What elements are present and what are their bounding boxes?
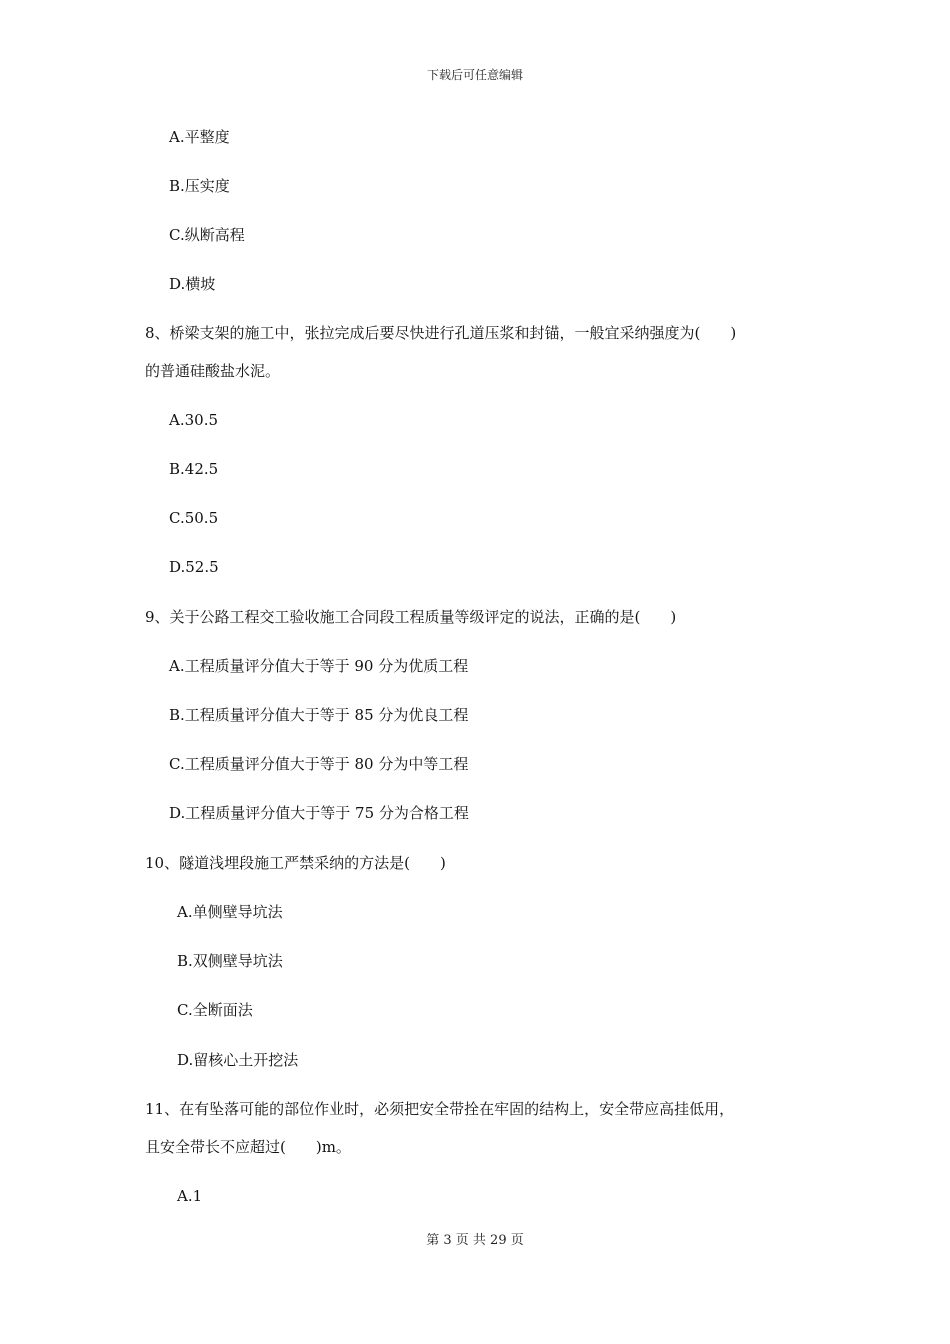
- page-header: 下载后可任意编辑: [426, 68, 523, 82]
- q10-stem: 10、隧道浅埋段施工严禁采纳的方法是( ): [145, 854, 446, 872]
- q10-option-d: D.留核心土开挖法: [177, 1051, 299, 1069]
- q9-option-a: A.工程质量评分值大于等于 90 分为优质工程: [169, 657, 469, 675]
- q9-stem: 9、关于公路工程交工验收施工合同段工程质量等级评定的说法，正确的是( ): [145, 608, 677, 626]
- q8-option-b: B.42.5: [169, 460, 219, 478]
- q9-option-c: C.工程质量评分值大于等于 80 分为中等工程: [169, 755, 469, 773]
- q8-option-a: A.30.5: [169, 411, 218, 429]
- q10-option-b: B.双侧壁导坑法: [177, 952, 283, 970]
- q7-option-b: B.压实度: [169, 177, 230, 195]
- q7-option-d: D.横坡: [169, 275, 216, 293]
- q11-stem-line1: 11、在有坠落可能的部位作业时，必须把安全带拴在牢固的结构上，安全带应高挂低用，: [145, 1100, 735, 1118]
- q8-option-d: D.52.5: [169, 558, 219, 576]
- q9-option-d: D.工程质量评分值大于等于 75 分为合格工程: [169, 804, 469, 822]
- q10-option-a: A.单侧壁导坑法: [177, 903, 283, 921]
- q8-stem-line2: 的普通硅酸盐水泥。: [145, 362, 281, 380]
- q8-option-c: C.50.5: [169, 509, 219, 527]
- q7-option-a: A.平整度: [169, 128, 230, 146]
- q7-option-c: C.纵断高程: [169, 226, 245, 244]
- q11-stem-line2: 且安全带长不应超过( )m。: [145, 1138, 351, 1156]
- q9-option-b: B.工程质量评分值大于等于 85 分为优良工程: [169, 706, 469, 724]
- q10-option-c: C.全断面法: [177, 1001, 253, 1019]
- q8-stem-line1: 8、桥梁支架的施工中，张拉完成后要尽快进行孔道压浆和封锚，一般宜采纳强度为( ): [145, 324, 737, 342]
- q11-option-a: A.1: [177, 1187, 203, 1205]
- page-footer: 第 3 页 共 29 页: [426, 1233, 524, 1248]
